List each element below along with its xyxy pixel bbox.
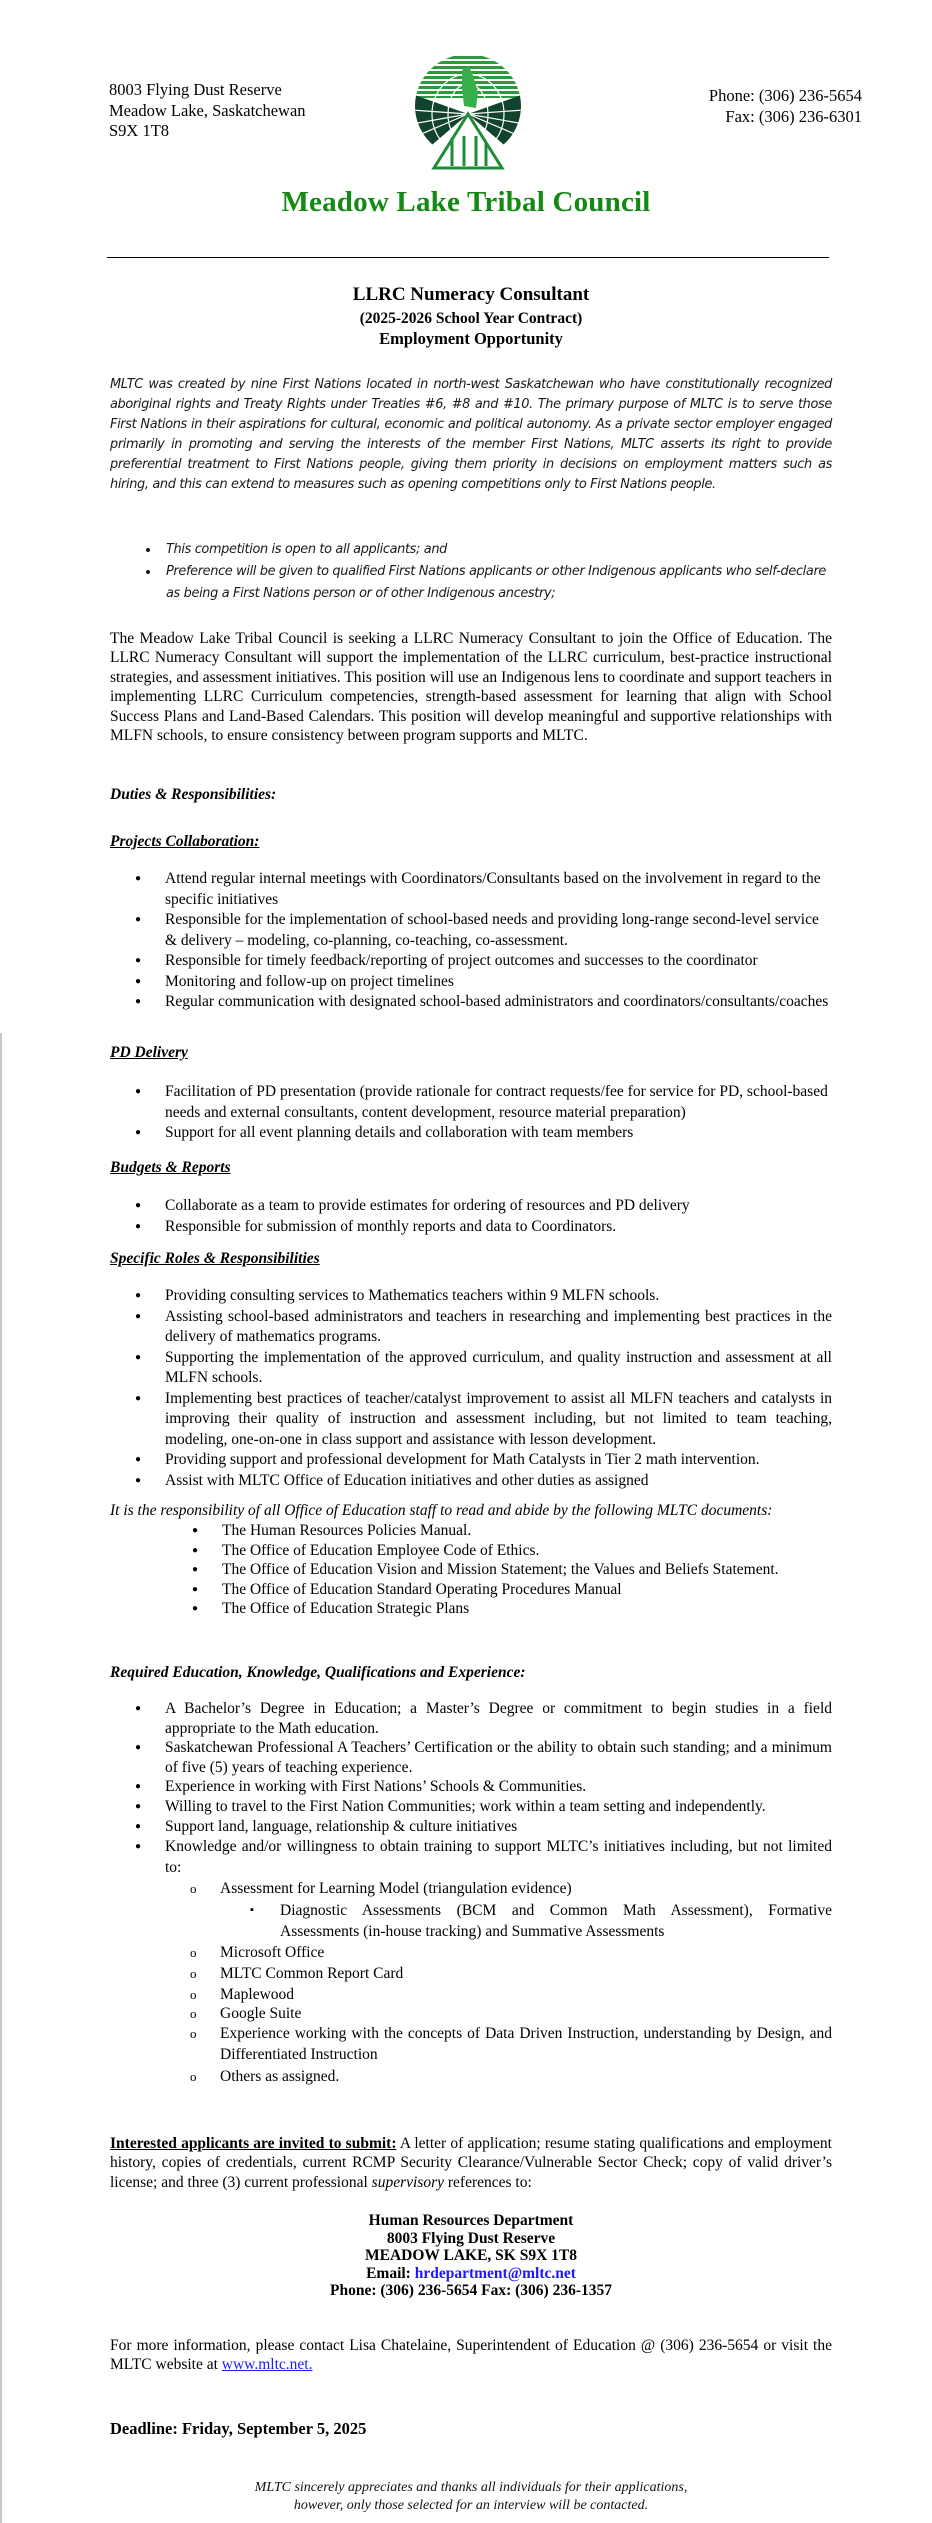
list-item: ● Responsible for timely feedback/reporting of project outcomes and successes to the coordinator <box>160 951 832 972</box>
hr-address: 8003 Flying Dust Reserve <box>386 2229 556 2247</box>
sub-list-item: o Maplewood <box>215 1985 832 2004</box>
projects-list <box>110 869 832 1013</box>
address-line: 8003 Flying Dust Reserve <box>109 80 282 99</box>
mltc-logo-icon <box>412 52 524 170</box>
apply-text-end: references to: <box>444 2173 532 2191</box>
thanks-line: MLTC sincerely appreciates and thanks all individuals for their applications, <box>254 2480 688 2495</box>
letterhead-address <box>109 80 306 142</box>
list-item: ● The Office of Education Standard Operating Procedures Manual <box>217 1580 832 1600</box>
documents-intro: It is the responsibility of all Office of Education staff to read and abide by the following MLTC documents: <box>110 1502 773 1519</box>
sub-sub-list-item: ▪ Diagnostic Assessments (BCM and Common Math Assessment), Formative Assessments (in-house tracking) and Summative Assessments <box>275 1900 832 1942</box>
address-line: S9X 1T8 <box>109 121 170 140</box>
hr-email-link[interactable]: hrdepartment@mltc.net <box>414 2264 576 2282</box>
budgets-list <box>110 1196 832 1237</box>
sub-list-item-text: Assessment for Learning Model (triangulation evidence) <box>220 1880 572 1898</box>
eligibility-list <box>110 539 832 605</box>
list-item: ● Monitoring and follow-up on project timelines <box>160 972 832 993</box>
posting-title-block <box>110 284 832 349</box>
list-item: ● Collaborate as a team to provide estimates for ordering of resources and PD delivery <box>160 1196 832 1217</box>
list-item: ● The Office of Education Strategic Plans <box>217 1599 832 1619</box>
list-item: ● Regular communication with designated school-based administrators and coordinators/consultants/coaches <box>160 992 832 1013</box>
apply-lead: Interested applicants are invited to submit: <box>110 2135 397 2152</box>
list-item: ● Providing consulting services to Mathematics teachers within 9 MLFN schools. <box>160 1286 832 1307</box>
list-item: ● Willing to travel to the First Nation Communities; work within a team setting and independently. <box>160 1797 832 1817</box>
specific-roles-list <box>110 1286 832 1491</box>
list-item: ● Assist with MLTC Office of Education initiatives and other duties as assigned <box>160 1471 832 1492</box>
list-item: ● Attend regular internal meetings with Coordinators/Consultants based on the involvement in regard to the specific initiatives <box>160 869 832 910</box>
list-item: ● The Human Resources Policies Manual. <box>217 1521 832 1541</box>
list-item-text: Knowledge and/or willingness to obtain training to support MLTC’s initiatives including, but not limited to: <box>165 1838 832 1877</box>
header-divider <box>107 257 829 258</box>
duties-heading: Duties & Responsibilities: <box>110 786 277 803</box>
section-heading-projects: Projects Collaboration: <box>110 833 260 850</box>
list-item: ● Support for all event planning details and collaboration with team members <box>160 1123 832 1144</box>
list-item: ● Responsible for the implementation of school-based needs and providing long-range second-level service & delivery – modeling, co-planning, co-teaching, co-assessment. <box>160 910 832 951</box>
more-info-text: For more information, please contact Lisa Chatelaine, Superintendent of Education @ (306) 236-5654 or visit the MLTC website at <box>110 2337 832 2374</box>
requirements-list <box>110 1699 832 2087</box>
list-item: ● Assisting school-based administrators and teachers in researching and implementing best practices in the delivery of mathematics programs. <box>160 1307 832 1348</box>
requirements-heading: Required Education, Knowledge, Qualifications and Experience: <box>110 1664 526 1681</box>
sub-list-item <box>215 1878 832 1942</box>
sub-list-item: o Others as assigned. <box>215 2066 832 2088</box>
list-item: • Preference will be given to qualified First Nations applicants or other Indigenous applicants who self-declare as being a First Nations person or of other Indigenous ancestry; <box>160 561 832 605</box>
list-item: ● Support land, language, relationship & culture initiatives <box>160 1817 832 1837</box>
list-item: ● The Office of Education Employee Code of Ethics. <box>217 1541 832 1561</box>
list-item: ● Responsible for submission of monthly reports and data to Coordinators. <box>160 1217 832 1238</box>
list-item: ● Implementing best practices of teacher/catalyst improvement to assist all MLFN teachers and catalysts in improving their quality of instruction and assessment including, but not limited to team teaching, modeling, one-on-one in class support and assistance with lesson development. <box>160 1389 832 1451</box>
section-heading-specific-roles: Specific Roles & Responsibilities <box>110 1250 320 1267</box>
apply-text: A letter of application; resume stating qualifications and employment history, copies of credentials, current RCMP Security Clearance/Vulnerable Sector Check; copy of valid driver’s license; and three (3) current professional <box>110 2135 832 2191</box>
website-link[interactable]: www.mltc.net. <box>221 2356 313 2374</box>
sub-list-item: o Microsoft Office <box>215 1942 832 1964</box>
position-description: The Meadow Lake Tribal Council is seeking a LLRC Numeracy Consultant to join the Office of Education. The LLRC Numeracy Consultant will support the implementation of the LLRC curriculum, best-practice instructional strategies, and assessment initiatives. This position will use an Indigenous lens to coordinate and support teachers in implementing LLRC Curriculum competencies, strength-based assessment for learning that align with School Success Plans and Land-Based Calendars. This position will develop meaningful and supportive relationships with MLFN schools, to ensure consistency between program supports and MLTC. <box>110 630 832 745</box>
more-info <box>110 2336 832 2375</box>
contract-term: (2025-2026 School Year Contract) <box>359 310 583 327</box>
sub-list-item: o MLTC Common Report Card <box>215 1963 832 1985</box>
intro-paragraph: MLTC was created by nine First Nations located in north-west Saskatchewan who have constitutionally recognized aboriginal rights and Treaty Rights under Treaties #6, #8 and #10. The primary purpose of MLTC is to serve those First Nations in their aspirations for cultural, economic and political autonomy. As a private sector employer engaged primarily in promoting and serving the interests of the member First Nations, MLTC asserts its right to provide preferential treatment to First Nations people, giving them priority in decisions on employment matters such as hiring, and this can extend to measures such as opening competitions only to First Nations people. <box>110 377 832 492</box>
hr-city: MEADOW LAKE, SK S9X 1T8 <box>364 2247 577 2264</box>
posting-type: Employment Opportunity <box>379 329 563 348</box>
documents-list <box>110 1521 832 1619</box>
list-item: ● Supporting the implementation of the approved curriculum, and quality instruction and assessment at all MLFN schools. <box>160 1348 832 1389</box>
section-heading-budgets: Budgets & Reports <box>110 1159 231 1176</box>
hr-email-line <box>110 2265 832 2283</box>
list-item: ● Experience in working with First Nations’ Schools & Communities. <box>160 1777 832 1797</box>
address-line: Meadow Lake, Saskatchewan <box>109 100 306 120</box>
list-item: ● Facilitation of PD presentation (provide rationale for contract requests/fee for service for PD, school-based needs and external consultants, content development, resource material preparation) <box>160 1082 832 1123</box>
list-item: • This competition is open to all applicants; and <box>160 539 832 561</box>
list-item <box>160 1836 832 2087</box>
letterhead-phone: Phone: (306) 236-5654 <box>708 86 862 105</box>
thank-you-note <box>110 2479 832 2514</box>
application-instructions <box>110 2134 832 2192</box>
letterhead-contact <box>709 86 862 127</box>
position-title: LLRC Numeracy Consultant <box>352 284 590 305</box>
sub-list-item: o Google Suite <box>215 2004 832 2023</box>
pd-delivery-list <box>110 1082 832 1144</box>
organization-name: Meadow Lake Tribal Council <box>281 186 651 218</box>
hr-department: Human Resources Department <box>368 2212 574 2229</box>
list-item: ● The Office of Education Vision and Mission Statement; the Values and Beliefs Statement. <box>217 1560 832 1580</box>
thanks-line: however, only those selected for an interview will be contacted. <box>293 2497 649 2513</box>
list-item: ● Saskatchewan Professional A Teachers’ Certification or the ability to obtain such standing; and a minimum of five (5) years of teaching experience. <box>160 1738 832 1777</box>
sub-list-item: o Experience working with the concepts of Data Driven Instruction, understanding by Design, and Differentiated Instruction <box>215 2023 832 2066</box>
section-heading-pd-delivery: PD Delivery <box>110 1044 188 1061</box>
hr-contact-block <box>110 2212 832 2300</box>
hr-email-label: Email: <box>366 2264 415 2282</box>
apply-emphasis: supervisory <box>371 2173 444 2191</box>
letterhead-fax: Fax: (306) 236-6301 <box>725 106 862 126</box>
list-item: ● A Bachelor’s Degree in Education; a Master’s Degree or commitment to begin studies in a field appropriate to the Math education. <box>160 1699 832 1738</box>
deadline: Deadline: Friday, September 5, 2025 <box>110 2419 367 2438</box>
hr-phone-fax: Phone: (306) 236-5654 Fax: (306) 236-1357 <box>330 2282 612 2299</box>
page-edge-line <box>0 1033 2 2523</box>
list-item: ● Providing support and professional development for Math Catalysts in Tier 2 math intervention. <box>160 1450 832 1471</box>
